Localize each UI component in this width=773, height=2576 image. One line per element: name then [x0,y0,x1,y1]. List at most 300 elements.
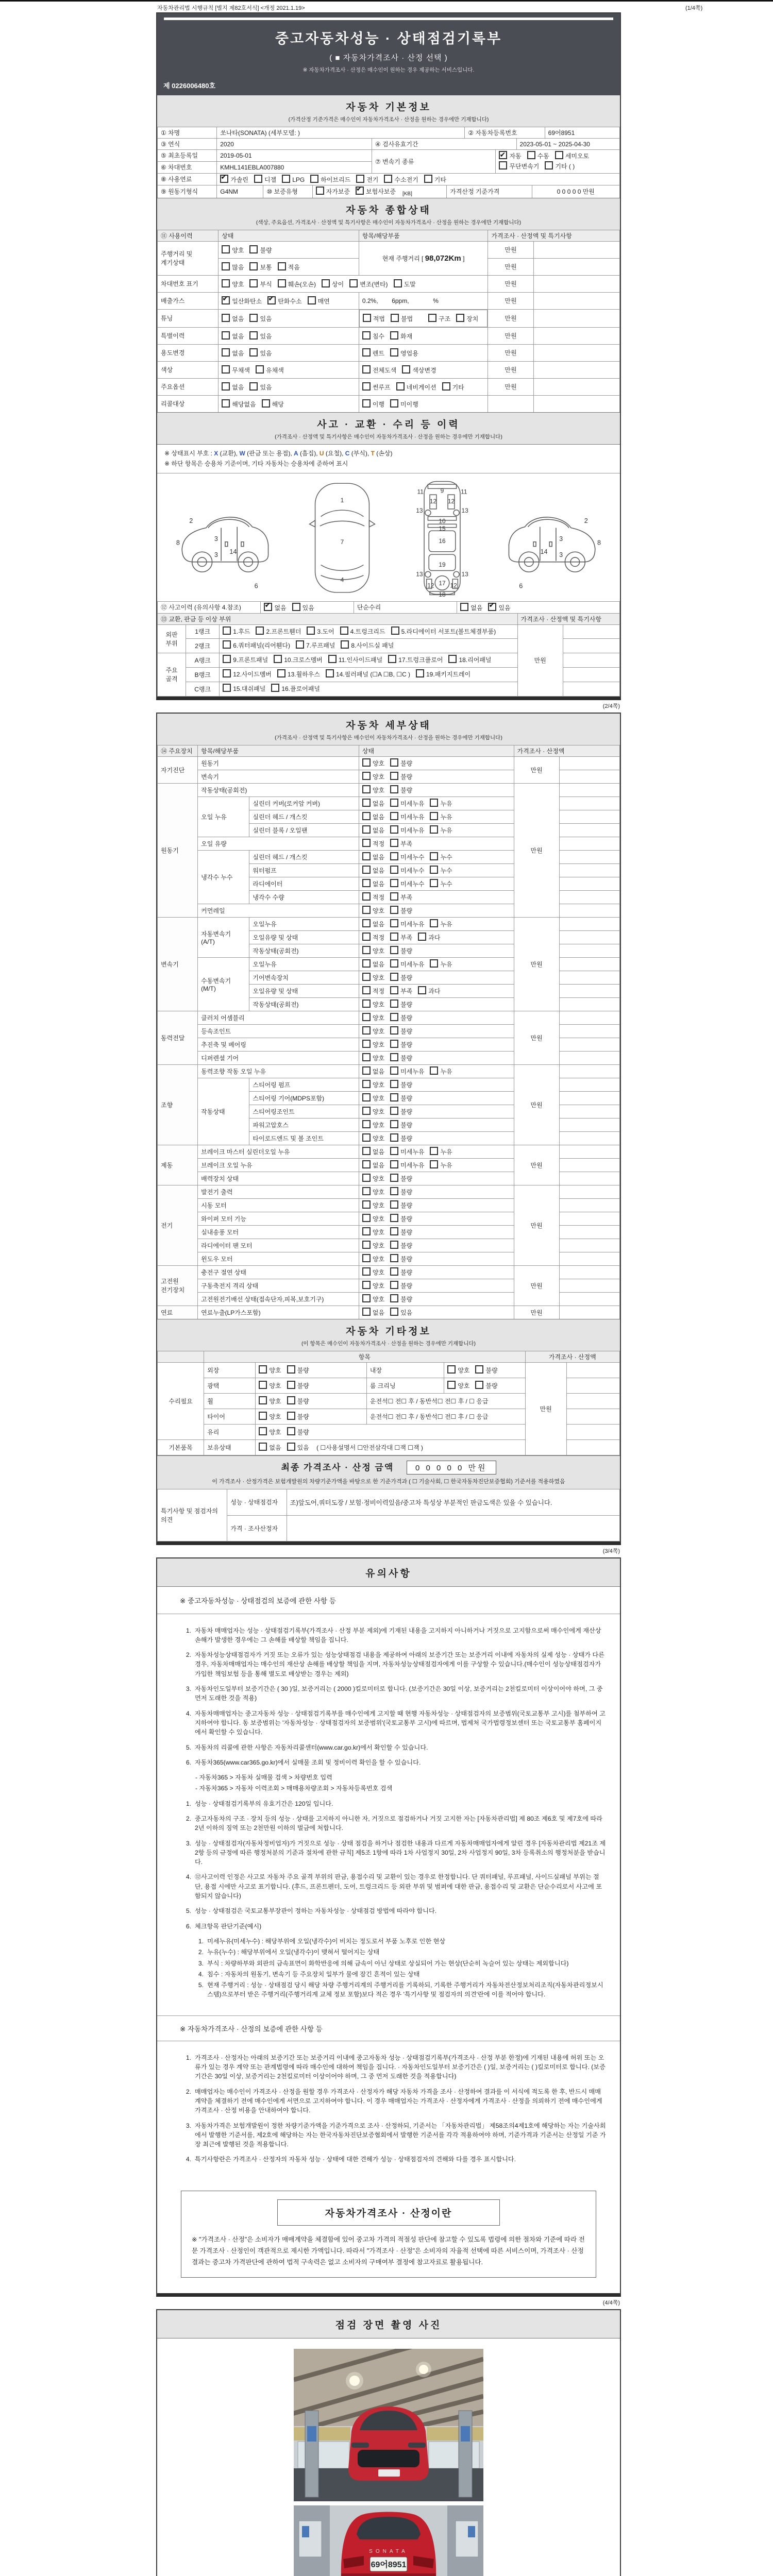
checkbox-option: 해당없음 [222,399,256,409]
checkbox-option: 양호 [259,1381,281,1390]
checkbox-option: 불량 [390,1227,412,1236]
checkbox-option: 화재 [390,331,412,341]
checkbox-unchecked [390,1013,398,1021]
checkbox-option: 양호 [362,973,384,982]
notes-cell [533,327,619,344]
checkbox-unchecked [390,825,398,834]
item-label: 오일누유 [249,917,359,930]
item-label: 실린더 헤드 / 개스킷 [249,810,359,823]
checkbox-unchecked [448,655,457,663]
checkbox-unchecked [390,919,398,927]
diagram-part-number: 3 [559,535,563,543]
checkbox-option: 양호 [362,1214,384,1223]
opinion-label: 특기사항 및 점검자의 의견 [158,1489,227,1541]
top-rule [0,0,773,2]
notes-cell [559,756,619,770]
notice-item [182,1709,607,1737]
notes-cell [566,1409,619,1424]
item-options [363,314,418,323]
checkbox-unchecked [222,314,230,322]
notice-subitem [195,1980,607,1999]
inspection-period-label: ④ 검사유효기간 [372,139,516,150]
item-label: 타이로드엔드 및 볼 조인트 [249,1131,359,1145]
item-label: 스티어링조인트 [249,1105,359,1118]
checkbox-unchecked [390,399,398,408]
checkbox-option: 있음 [249,382,272,392]
notice-item-text: 체크항목 판단기준(예시) [195,1922,262,1930]
status-options [359,1024,514,1038]
checkbox-option: 불량 [390,1267,412,1277]
checkbox-unchecked [390,973,398,981]
diagram-part-number: 12 [447,497,455,505]
inspection-photos [157,2338,620,2576]
notes-cell [559,823,619,837]
notice-item-number: 5. [186,1907,191,1915]
price-cell: 만원 [488,241,533,258]
diagram-part-number: 1 [340,496,344,504]
checkbox-option: 누유 [430,959,452,969]
checkbox-option: 이행 [362,399,384,409]
checkbox-unchecked [287,1412,295,1420]
checkbox-option: 불량 [475,1365,497,1375]
checkbox-unchecked [362,1066,371,1075]
checkbox-option: 도말 [394,279,416,289]
device-group-label: 조향 [158,1064,198,1145]
status-options [359,810,514,823]
checkbox-option: 없음 [222,331,244,341]
checkbox-unchecked [223,655,231,663]
checkbox-option: 양호 [362,1120,384,1129]
notice-item-text: 자동차인도일부터 보증기간은 ( 30 )일, 보증거리는 ( 2000 )킬로미터로 합니다. (보증기간은 30일 이상, 보증거리는 2천킬로미터 이상이어야 하며, 그 중 먼저 도래한 것을 적용) [195,1685,603,1702]
notice-subitem-text: 부식 : 차량하부와 외판의 금속표면이 화학반응에 의해 금속이 아닌 상태로 상실되어 가는 현상(단순히 녹슬어 있는 상태는 제외합니다) [207,1959,569,1967]
item-label: 커먼레일 [198,904,359,917]
status-options [359,917,514,930]
checkbox-option: 양호 [362,1200,384,1210]
checkbox-option: 8.사이드실 패널 [341,640,394,652]
year-label: ③ 연식 [158,139,217,150]
checkbox-option: 미이행 [390,399,418,409]
damage-symbol: A [294,449,298,457]
checkbox-option: 양호 [362,906,384,915]
checkbox-checked [356,187,364,195]
section-note: (가격산정 기준가격은 매수인이 자동차가격조사 · 산정을 원하는 경우에만 기재합니다) [288,116,489,123]
rank-label: A랭크 [186,653,220,668]
checkbox-unchecked [254,175,262,183]
checkbox-option: 불량 [390,1254,412,1263]
table-row [158,241,620,258]
mileage-number: 98,072Km [425,253,461,263]
status-options [359,1038,514,1051]
checkbox-unchecked [362,1107,371,1115]
checkbox-option: 5.라디에이터 서포트(볼트체결부품) [391,626,496,638]
checkbox-unchecked [362,1281,371,1289]
notes-cell [563,667,619,682]
item-label: 스티어링 기어(MDPS포함) [249,1091,359,1105]
checkbox-unchecked [362,959,371,968]
checkbox-unchecked [390,1133,398,1142]
notice-subitem-text: 침수 : 자동차의 원동기, 변속기 등 주요장치 일부가 물에 잠긴 흔적이 있는 상태 [207,1970,420,1978]
checkbox-unchecked [274,655,282,663]
section-note: (가격조사 · 산정액 및 특기사항은 매수인이 자동차가격조사 · 산정을 원하는 경우에만 기재합니다) [275,433,502,440]
status-options [219,292,359,309]
checkbox-unchecked [249,314,258,322]
checkbox-option: 적정 [362,986,384,995]
warranty-type-label: ⑩ 보증유형 [263,185,312,198]
checkbox-option: 양호 [362,1053,384,1062]
checkbox-unchecked [460,603,468,611]
price-cell: 만원 [514,1145,559,1185]
checkbox-unchecked [362,999,371,1008]
notice-subitem-text: 미세누유(미세누수) : 해당부위에 오일(냉각수)이 비치는 정도로서 부품 노후로 인한 현상 [207,1937,446,1945]
checkbox-unchecked [428,314,436,322]
checkbox-unchecked [442,382,450,391]
price-cell: 만원 [488,292,533,309]
table-row [158,1362,620,1378]
checkbox-unchecked [362,1013,371,1021]
repair-group-label: 수리필요 [158,1362,204,1439]
vin-label: ⑥ 차대번호 [158,161,217,173]
page-block-4 [156,2309,621,2576]
status-options [359,957,514,971]
notes-cell [533,309,619,327]
item-label: 라디에이터 [249,877,359,890]
engine-type-value: G4NM [217,185,263,198]
base-price-label: 가격산정 기준가격 [447,185,532,198]
notes-cell [559,1131,619,1145]
first-reg-value: 2019-05-01 [217,150,372,162]
checkbox-unchecked [418,933,426,941]
checkbox-option: 없음 [362,1066,384,1076]
notes-cell [566,1393,619,1409]
checkbox-option: 양호 [362,1281,384,1290]
checkbox-unchecked [390,1200,398,1209]
notice-item-number: 2. [186,1651,191,1659]
table-row [158,917,620,930]
simple-repair-label: 단순수리 [354,601,457,613]
notes-cell [559,1212,619,1225]
status-options [359,1091,514,1105]
checkbox-unchecked [362,986,371,994]
checkbox-option: 있음 [390,1308,412,1317]
checkbox-unchecked [499,161,507,170]
checkbox-option: 불량 [390,1120,412,1129]
diagram-part-number: 8 [176,539,180,547]
notes-cell [559,863,619,877]
notes-cell [559,1038,619,1051]
checkbox-unchecked [362,399,371,408]
notice-item [182,1650,607,1679]
status-options [359,944,514,957]
notice-item [182,2121,607,2149]
car-name-label: ① 차명 [158,127,217,139]
notice-list-2 [157,2041,620,2177]
checkbox-option: ✔ 있음 [488,603,510,612]
diagram-part-number: 14 [229,548,237,555]
car-diagram-left-side [173,483,274,593]
page-marker-3: (3/4쪽) [602,1548,620,1554]
vin-value: KMHL141EBLA007880 [217,161,372,173]
status-options [359,1118,514,1131]
checkbox-option: 미세누유 [390,1160,424,1170]
checkbox-option: 양호 [362,1174,384,1183]
notice-subitem [195,1970,607,1979]
document-note: ※ 자동차가격조사 · 산정은 매수인이 원하는 경우 제공하는 서비스입니다. [303,67,475,73]
checkbox-unchecked [390,772,398,780]
status-options [359,904,514,917]
section-photo-header [157,2310,620,2338]
checkbox-unchecked [362,879,371,887]
notes-cell [566,1424,619,1439]
notes-cell [559,917,619,930]
checkbox-unchecked [256,365,264,374]
checkbox-unchecked [430,879,438,887]
notice-subitem-number: 1. [198,1937,204,1945]
checkbox-option: 불량 [390,1093,412,1103]
item-label: 룸 크리닝 [366,1378,444,1393]
table-row [158,344,620,361]
checkbox-option: 불량 [249,245,272,255]
checkbox-option: 양호 [447,1381,469,1390]
checkbox-option: 없음 [362,825,384,835]
checkbox-option: 불량 [390,973,412,982]
checkbox-option: 부족 [390,986,412,995]
checkbox-option: 없음 [222,348,244,358]
item-label: 충전구 절연 상태 [198,1265,359,1279]
checkbox-option: 미세누수 [390,866,424,875]
checkbox-unchecked [390,1214,398,1222]
checkbox-option: 불량 [390,1026,412,1036]
document-number: 제 0226006480호 [163,82,216,90]
status-options [219,395,359,412]
checkbox-unchecked [362,1214,371,1222]
document-title: 중고자동차성능 · 상태점검기록부 [275,31,502,46]
diagram-part-number: 6 [519,582,523,589]
notes-cell [559,1225,619,1239]
checkbox-unchecked [362,348,371,357]
checkbox-unchecked [362,866,371,874]
checkbox-unchecked [424,175,432,183]
status-options [359,1252,514,1265]
price-cell: 만원 [488,309,533,327]
status-options [359,1185,514,1198]
checkbox-option: 7.루프패널 [296,640,335,652]
notes-cell [559,1064,619,1078]
price-cell: 만원 [488,258,533,275]
checkbox-unchecked [296,640,304,649]
status-options [359,1145,514,1158]
checkbox-option: 침수 [362,331,384,341]
notes-cell [559,1252,619,1265]
item-cell [359,327,488,344]
damage-symbol: X [214,449,219,457]
device-group-label: 변속기 [158,917,198,1011]
checkbox-option: 불량 [287,1365,309,1375]
checkbox-unchecked [259,1427,267,1435]
status-options [359,1279,514,1292]
checkbox-option: 불량 [287,1381,309,1390]
status-options [359,1292,514,1306]
notice-item-text: 성능 · 상태점검자(자동차정비업자)가 거짓으로 성능 · 상태 점검을 하거나 점검한 내용과 다르게 자동차매매업자에게 알린 경우 [자동차관리법 제21조 제2항 등의 규정에 따른 행정처분의 기준과 절차에 관한 규칙] 제5조 1항에 따라 1차 사업정지 30일, 2차 사업정지 90일, 3차 등록취소의 행정처분을 받습니다. [195,1839,606,1866]
checkbox-unchecked [362,892,371,901]
notice-item-number: 2. [186,1815,191,1822]
notes-cell [559,1158,619,1172]
checkbox-unchecked [475,1365,483,1374]
notice-subitem-text: - 자동차365 > 자동차 실매물 검색 > 차량번호 입력 [195,1774,332,1782]
diagram-part-number: 13 [416,506,423,514]
checkbox-unchecked [308,296,316,304]
diagram-part-number: 14 [540,548,548,555]
item-label: 작동상태(공회전) [249,997,359,1011]
section-note: (가격조사 · 산정액 및 특기사항은 매수인이 자동차가격조사 · 산정을 원하는 경우에만 기재합니다) [275,734,502,741]
checkbox-unchecked [249,245,258,253]
status-options [256,1378,366,1393]
price-cell: 만원 [517,624,563,696]
checkbox-unchecked [249,279,258,287]
notes-cell [563,624,619,639]
form-reference-note: 자동차관리법 시행규칙 [별지 제82호서식] <개정 2021.1.19> [157,5,305,11]
col-state: 상태 [359,745,514,756]
notes-cell [559,1024,619,1038]
checkbox-unchecked [362,1267,371,1276]
checkbox-option: 양호 [362,999,384,1009]
checkbox-unchecked [430,959,438,968]
section-title: 자동차 종합상태 [346,205,431,216]
checkbox-option: 12.사이드멤버 [223,669,272,681]
col-major-device: ⑭ 주요장치 [158,745,198,756]
diagram-part-number: 11 [461,488,467,496]
checkbox-option: 18.리어패널 [448,654,491,666]
reg-no-label: ② 자동차등록번호 [465,127,545,139]
checkbox-unchecked [390,1187,398,1195]
col-item: 항목 [204,1351,525,1362]
notice-subhead-1: ※ 중고자동차성능 · 상태점검의 보증에 관한 사항 등 [157,1587,620,1614]
notes-cell [559,837,619,850]
diagram-part-number: 7 [340,538,344,546]
notes-cell [559,1091,619,1105]
item-label: 외장 [204,1362,256,1378]
header-stripe [164,18,613,20]
checkbox-unchecked [390,1174,398,1182]
page-marker-1: (1/4쪽) [685,5,703,11]
item-label: 추진축 및 베어링 [198,1038,359,1051]
inspector-opinion-table [157,1489,620,1541]
checkbox-option: 양호 [259,1365,281,1375]
notice-item-text: 자동차 매매업자는 성능 · 상태점검기록부(가격조사 · 산정 부분 제외)에 기재된 내용을 고지하지 아니하거나 거짓으로 고지함으로써 매수인에게 재산상 손해가 발생한 경우에는 그 손해를 배상할 책임을 집니다. [195,1626,601,1643]
notice-item-number: 1. [186,1626,191,1634]
checkbox-option: 양호 [362,1107,384,1116]
checkbox-unchecked [222,382,230,391]
checkbox-option: LPG [282,175,305,183]
checkbox-unchecked [390,812,398,820]
checkbox-option: 장치 [456,314,478,323]
checkbox-option: 없음 [362,812,384,821]
diagram-part-number: 12 [429,497,437,505]
checkbox-unchecked [349,279,358,287]
checkbox-option: 미세누유 [390,825,424,835]
checkbox-unchecked [259,1443,267,1451]
photo-front-view [294,2349,483,2501]
item-label: 워터펌프 [249,863,359,877]
panel-items [220,624,517,639]
diagram-part-number: 3 [559,551,563,558]
car-diagram-right-side [503,483,604,593]
status-options [219,309,359,327]
item-label: 광택 [204,1378,256,1393]
price-cell: 만원 [514,1265,559,1306]
notes-cell [559,944,619,957]
notes-cell [559,997,619,1011]
checkbox-unchecked [256,626,264,635]
history-notes [157,445,620,473]
checkbox-option: 미세누유 [390,1066,424,1076]
checkbox-unchecked [362,1026,371,1035]
checkbox-unchecked [390,1227,398,1235]
panel-items [220,682,517,696]
price-cell: 만원 [514,917,559,1011]
checkbox-option: 불량 [390,772,412,781]
car-diagram-underbody [411,479,474,597]
checkbox-option: ✔ 보험사보증 [356,187,396,196]
basic-info-row-5 [157,173,620,185]
item-label: 변속기 [198,770,359,783]
notes-cell [559,796,619,810]
notes-cell [559,1265,619,1279]
checkbox-unchecked [362,1040,371,1048]
checkbox-option: 기타 [442,382,464,392]
mileage-value: 현재 주행거리 [ 98,072Km ] [359,241,488,275]
status-options [359,1239,514,1252]
final-price-note: 이 가격조사 · 산정가격은 보험개발원의 차량기준가액을 바탕으로 한 기준가격과 ( ☐ 기술사회, ☐ 한국자동차진단보증협회) 기준서를 적용하였음 [212,1478,565,1485]
page-block-2 [156,713,621,1545]
basic-info-row-6 [157,185,620,198]
price-cell: 만원 [514,1064,559,1145]
table-row [158,395,620,412]
notice-subitem-number: 2. [198,1948,204,1956]
checkbox-option: 양호 [362,946,384,955]
checkbox-option: 누유 [430,799,452,808]
checkbox-unchecked [340,626,348,635]
etc-info-table [157,1351,620,1455]
status-options [359,1198,514,1212]
price-cell: 만원 [514,756,559,783]
checkbox-option: 불량 [390,1281,412,1290]
table-row [158,361,620,378]
checkbox-unchecked [278,279,286,287]
item-label: 실린더 헤드 / 개스킷 [249,850,359,863]
item-label: 파워고압호스 [249,1118,359,1131]
checkbox-unchecked [362,1187,371,1195]
checkbox-unchecked [362,1254,371,1262]
checkbox-unchecked [390,1160,398,1168]
checkbox-option: 양호 [362,1093,384,1103]
checkbox-option: 불량 [287,1427,309,1436]
checkbox-unchecked [223,669,231,677]
price-cell: 만원 [488,275,533,292]
checkbox-option: 무채색 [222,365,250,375]
status-options [359,971,514,984]
damage-symbol: C [345,449,350,457]
sub-group-label: 냉각수 누수 [198,850,249,904]
notice-subitem [195,1937,607,1946]
checkbox-unchecked [390,799,398,807]
status-options [359,1105,514,1118]
section-notice-header [157,1558,620,1587]
checkbox-option: 상이 [322,279,344,289]
item-label: 동력조향 작동 오일 누유 [198,1064,359,1078]
accident-history-label: ⑫ 사고이력 (유의사항 4.참조) [158,601,261,613]
notice-subhead-2: ※ 자동차가격조사 · 산정의 보증에 관한 사항 등 [157,2015,620,2041]
status-options [359,770,514,783]
